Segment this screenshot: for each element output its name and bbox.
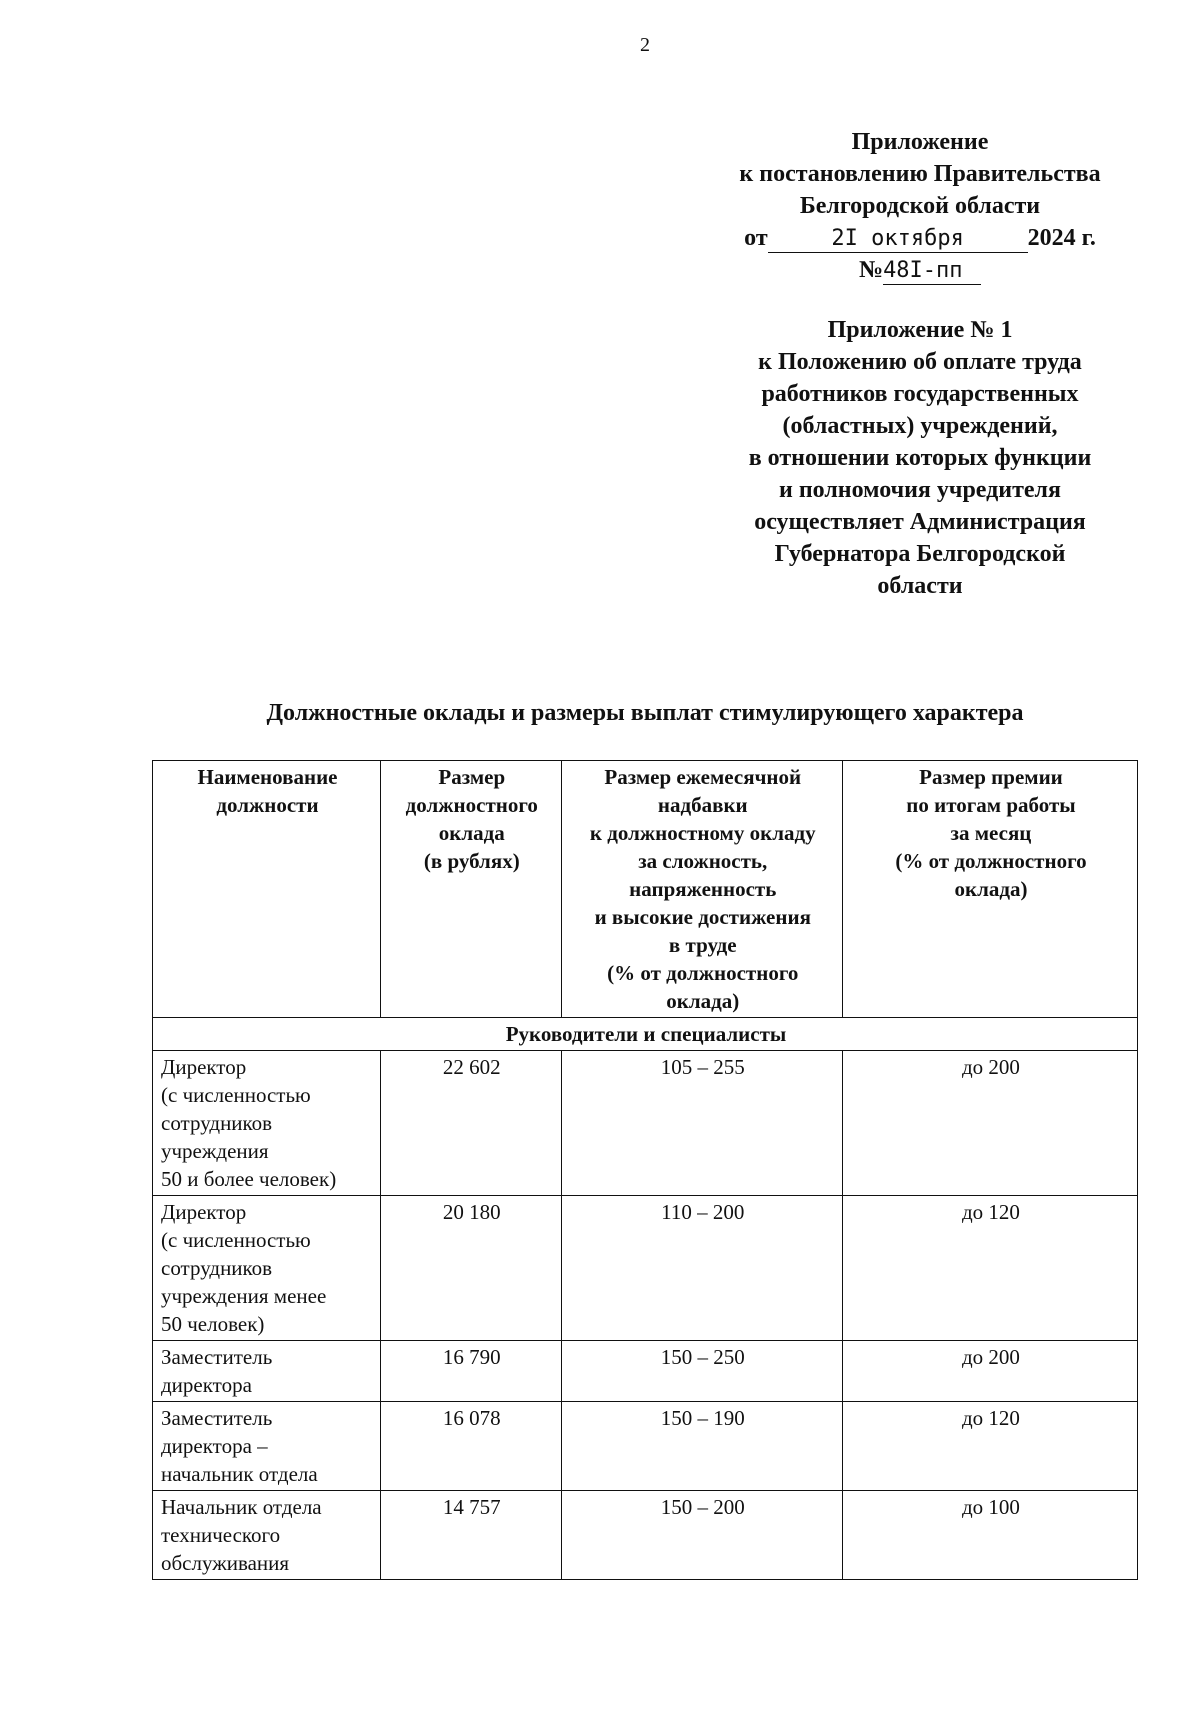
- cell-allowance: 150 – 250: [561, 1341, 842, 1402]
- cell-bonus: до 120: [842, 1196, 1137, 1341]
- header-bonus: Размер премии по итогам работы за месяц (% от должностного оклада): [842, 761, 1137, 1018]
- table-group-row: [153, 1018, 1138, 1051]
- date-value: 2I октября: [768, 226, 1028, 253]
- page-number: 2: [640, 34, 650, 56]
- appendix-date-line: [690, 222, 1150, 254]
- section-title: Должностные оклады и размеры выплат стимулирующего характера: [266, 700, 1024, 726]
- cell-salary: 16 790: [381, 1341, 562, 1402]
- date-prefix: от: [744, 225, 768, 251]
- cell-bonus: до 200: [842, 1051, 1137, 1196]
- appendix-header: [690, 126, 1150, 286]
- header-salary: Размер должностного оклада (в рублях): [381, 761, 562, 1018]
- cell-position: Директор (с численностью сотрудников учреждения менее 50 человек): [153, 1196, 381, 1341]
- appendix-line-3: Белгородской области: [799, 193, 1041, 219]
- date-suffix: 2024 г.: [1027, 225, 1096, 251]
- table-row: [153, 1051, 1138, 1196]
- cell-allowance: 150 – 190: [561, 1402, 842, 1491]
- appendix-one-line: осуществляет Администрация: [754, 509, 1086, 535]
- appendix-one-line: в отношении которых функции: [748, 445, 1092, 471]
- appendix-one-line: к Положению об оплате труда: [758, 349, 1082, 375]
- cell-position: Начальник отдела технического обслуживания: [153, 1491, 381, 1580]
- cell-bonus: до 200: [842, 1341, 1137, 1402]
- appendix-one-line: области: [877, 573, 963, 599]
- cell-salary: 16 078: [381, 1402, 562, 1491]
- table-header-row: [153, 761, 1138, 1018]
- table-row: [153, 1402, 1138, 1491]
- appendix-number-line: [690, 254, 1150, 286]
- cell-position: Заместитель директора: [153, 1341, 381, 1402]
- table-row: [153, 1491, 1138, 1580]
- appendix-one-line: работников государственных: [761, 381, 1079, 407]
- number-prefix: №: [858, 257, 884, 283]
- group-label: Руководители и специалисты: [153, 1018, 1138, 1051]
- appendix-one-line: Приложение № 1: [827, 317, 1013, 343]
- number-value: 48I-пп: [883, 258, 981, 285]
- appendix-one-line: и полномочия учредителя: [778, 477, 1061, 503]
- cell-position: Заместитель директора – начальник отдела: [153, 1402, 381, 1491]
- appendix-one-line: Губернатора Белгородской: [774, 541, 1066, 567]
- appendix-line-2: к постановлению Правительства: [739, 161, 1101, 187]
- appendix-one-header: [690, 314, 1150, 602]
- cell-allowance: 110 – 200: [561, 1196, 842, 1341]
- cell-salary: 14 757: [381, 1491, 562, 1580]
- salary-table: [152, 760, 1138, 1580]
- table-row: [153, 1341, 1138, 1402]
- cell-salary: 22 602: [381, 1051, 562, 1196]
- cell-bonus: до 120: [842, 1402, 1137, 1491]
- cell-allowance: 105 – 255: [561, 1051, 842, 1196]
- header-position: Наименование должности: [153, 761, 381, 1018]
- cell-allowance: 150 – 200: [561, 1491, 842, 1580]
- appendix-title: Приложение: [851, 129, 989, 155]
- cell-position: Директор (с численностью сотрудников учреждения 50 и более человек): [153, 1051, 381, 1196]
- table-row: [153, 1196, 1138, 1341]
- appendix-one-line: (областных) учреждений,: [782, 413, 1058, 439]
- cell-bonus: до 100: [842, 1491, 1137, 1580]
- cell-salary: 20 180: [381, 1196, 562, 1341]
- header-allowance: Размер ежемесячной надбавки к должностному окладу за сложность, напряженность и высокие достижения в труде (% от должностного оклада): [561, 761, 842, 1018]
